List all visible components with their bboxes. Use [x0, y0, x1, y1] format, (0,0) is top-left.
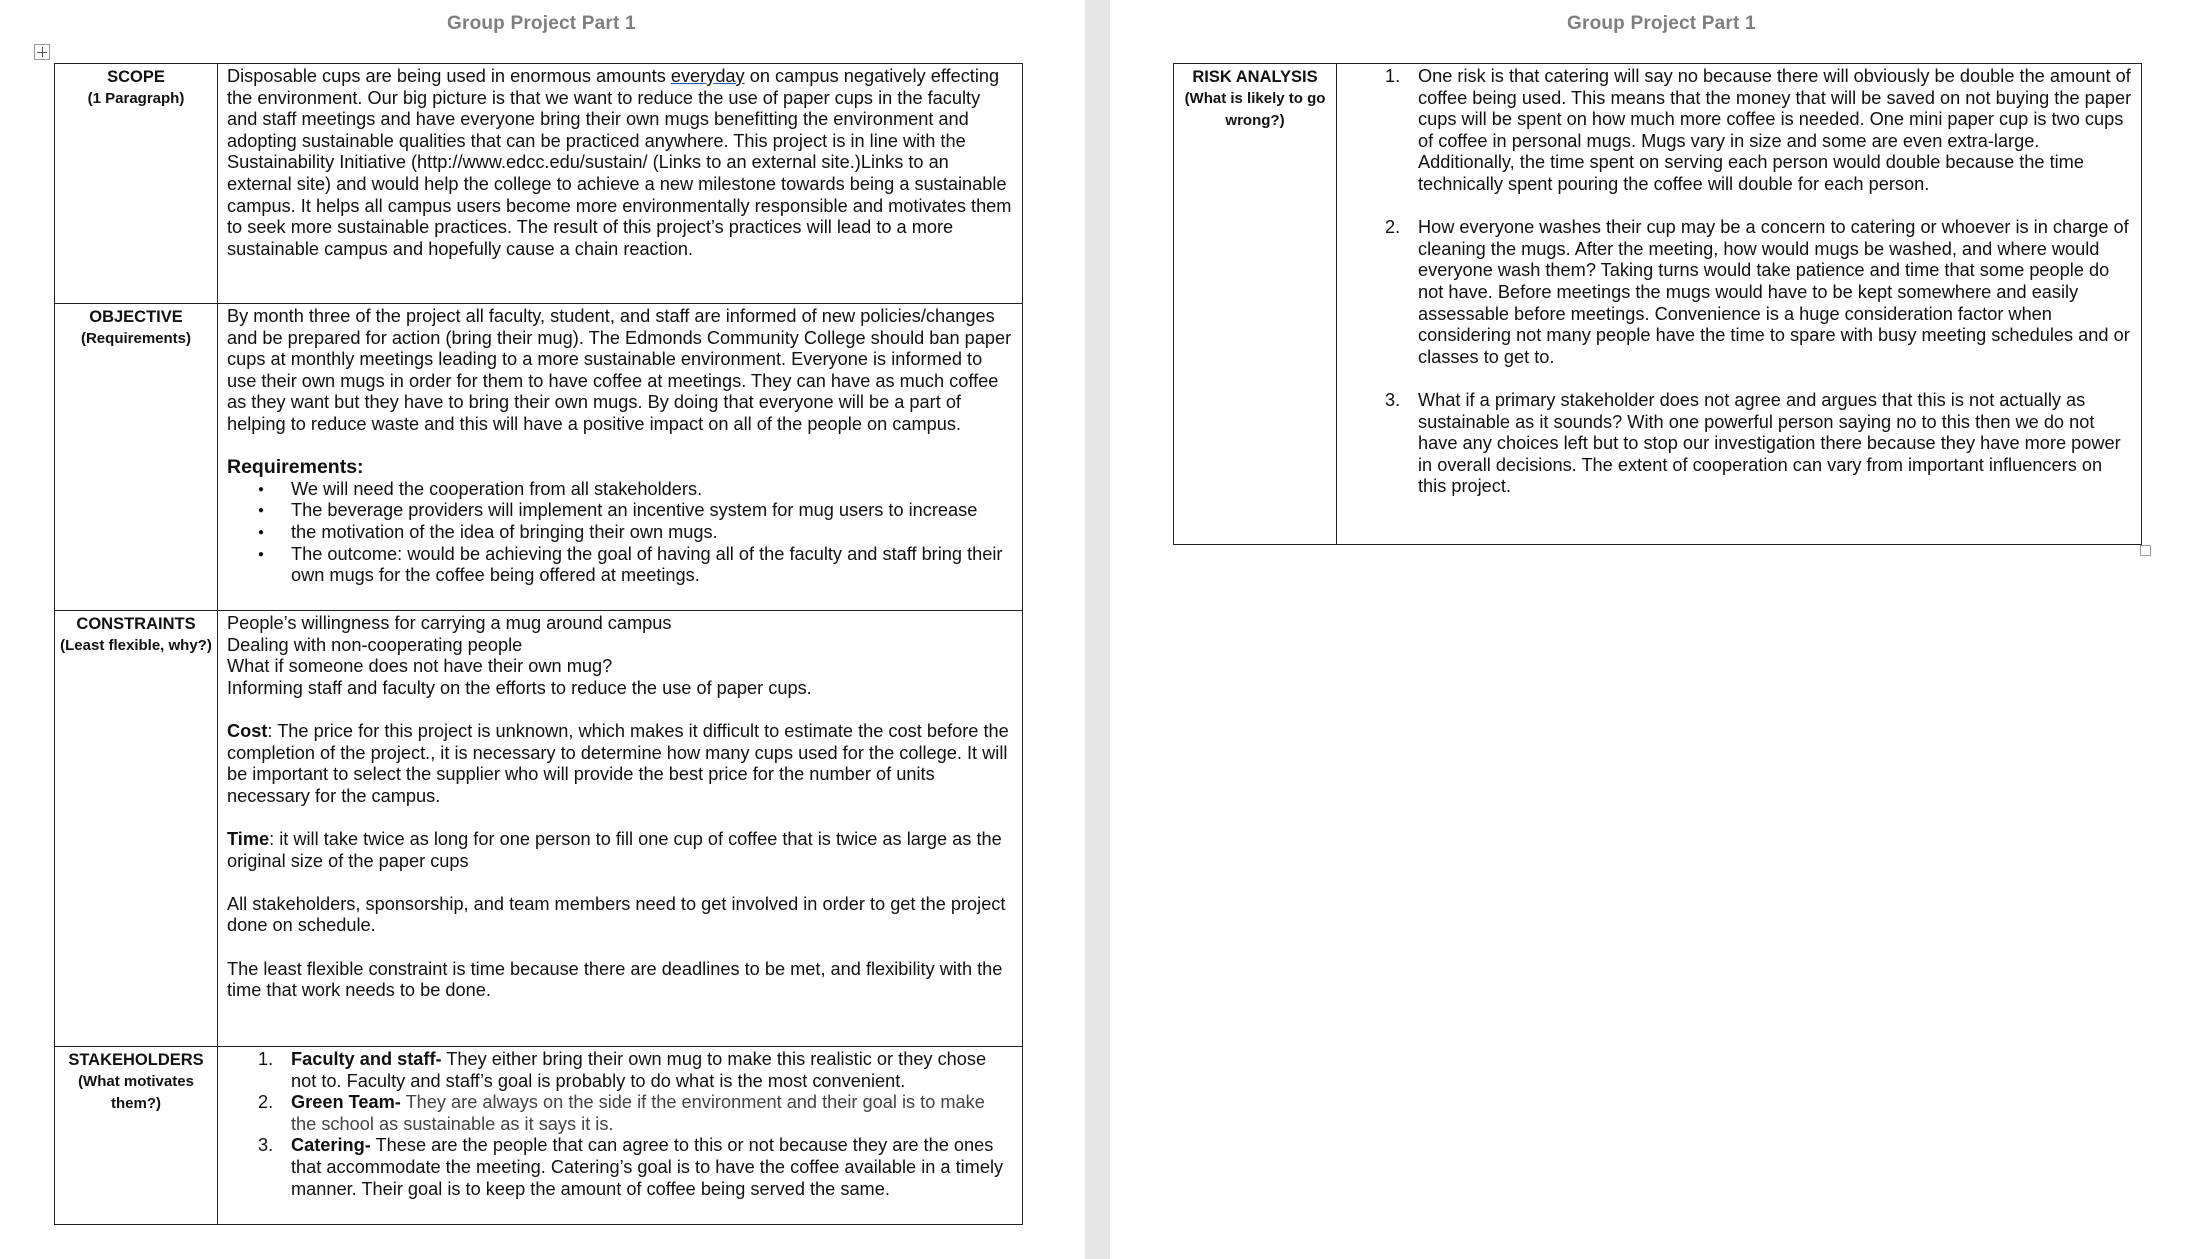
stakeholders-label: STAKEHOLDERS	[68, 1051, 204, 1069]
table-resize-handle-icon[interactable]	[2140, 545, 2151, 556]
page-header: Group Project Part 1	[447, 13, 636, 34]
least-flexible-paragraph[interactable]: The least flexible constraint is time because there are deadlines to be met, and flexibility with the time that work needs to be done.	[227, 958, 1003, 1001]
risk-label-cell	[1174, 64, 1337, 545]
risk-text: What if a primary stakeholder does not agree and argues that this is not actually as sustainable as it sounds? With one powerful person saying no to this then we do not have any choices left but to stop our investigation there because they have more power in overall decisions. The extent of cooperation can vary from important influencers on this project.	[1418, 389, 2121, 497]
table-row-stakeholders	[55, 1047, 1023, 1225]
objective-label-cell	[55, 304, 218, 611]
stakeholder-term: Faculty and staff-	[291, 1049, 442, 1069]
risk-text: How everyone washes their cup may be a concern to catering or whoever is in charge of cleaning the mugs. After the meeting, how would mugs be washed, and where would everyone wash them? Taking turns would take patience and time that some people do not have. Before meetings the mugs would have to be kept somewhere and easily assessable before meetings. Convenience is a huge consideration factor when considering not many people have the time to spare with busy meeting schedules and or classes to get to.	[1418, 217, 2130, 367]
objective-content-cell[interactable]	[218, 304, 1023, 611]
scope-text-start: Disposable cups are being used in enormous amounts	[227, 66, 671, 86]
list-number: 2.	[1385, 217, 1401, 238]
stakeholders-label-cell	[55, 1047, 218, 1225]
time-label: Time	[227, 828, 270, 849]
document-page-right	[1110, 0, 2210, 1259]
risk-list	[1346, 66, 2133, 498]
constraints-content-cell[interactable]	[218, 611, 1023, 1047]
constraint-line[interactable]: Dealing with non-cooperating people	[227, 634, 523, 655]
stakeholder-term: Catering-	[291, 1135, 371, 1156]
list-item[interactable]: ● We will need the cooperation from all stakeholders.	[291, 479, 1014, 501]
project-table	[54, 63, 1023, 1225]
stakeholder-text: They either bring their own mug to make this realistic or they chose not to. Faculty and staff’s goal is probably to do what is the most convenient.	[291, 1049, 987, 1091]
table-move-handle-icon[interactable]	[34, 44, 50, 60]
list-number: 2.	[258, 1092, 274, 1113]
risk-label: RISK ANALYSIS	[1192, 68, 1318, 86]
risk-sublabel: (What is likely to go wrong?)	[1184, 90, 1326, 129]
document-page-left	[0, 0, 1085, 1259]
list-item[interactable]	[258, 1135, 1014, 1200]
list-item[interactable]	[1385, 389, 2133, 498]
cost-paragraph[interactable]	[227, 721, 1014, 807]
list-item[interactable]: ● the motivation of the idea of bringing their own mugs.	[291, 522, 1014, 544]
scope-paragraph[interactable]	[227, 66, 1014, 260]
list-item[interactable]	[258, 1049, 1014, 1092]
list-item[interactable]: ● The beverage providers will implement an incentive system for mug users to increase	[291, 500, 1014, 522]
requirements-heading: Requirements:	[227, 456, 364, 479]
stakeholder-term: Green Team-	[291, 1092, 401, 1113]
constraint-line[interactable]: People’s willingness for carrying a mug around campus	[227, 613, 672, 633]
list-number: 3.	[1385, 389, 1401, 410]
stakeholder-text: They are always on the side if the environment and their goal is to make the school as sustainable as it says it is.	[291, 1092, 985, 1134]
scope-content-cell[interactable]	[218, 64, 1023, 304]
stakeholders-list	[227, 1049, 1014, 1200]
risk-table	[1173, 63, 2142, 545]
time-text: : it will take twice as long for one person to fill one cup of coffee that is twice as large as the original size of the paper cups	[227, 828, 1002, 871]
stakeholders-content-cell[interactable]	[218, 1047, 1023, 1225]
scope-label-cell	[55, 64, 218, 304]
table-row-scope	[55, 64, 1023, 304]
spelling-flag-everyday[interactable]: everyday	[670, 66, 745, 86]
list-item[interactable]	[1385, 66, 2133, 196]
scope-text-mid: on campus negatively	[744, 66, 926, 86]
objective-sublabel: (Requirements)	[80, 330, 192, 347]
constraints-label-cell	[55, 611, 218, 1047]
list-number: 1.	[258, 1049, 274, 1069]
list-number: 1.	[1385, 66, 1401, 86]
constraint-line[interactable]: Informing staff and faculty on the efforts to reduce the use of paper cups.	[227, 677, 812, 698]
table-row-risk	[1174, 64, 2142, 545]
cost-label: Cost	[227, 720, 268, 741]
time-paragraph[interactable]	[227, 829, 1014, 872]
list-item[interactable]	[258, 1092, 1014, 1135]
scope-label: SCOPE	[107, 68, 165, 86]
cost-text: : The price for this project is unknown, which makes it difficult to estimate the cost before the completion of the project., it is necessary to determine how many cups used for the college. It will be important to select the supplier who will provide the best price for the number of units necessary for the campus.	[227, 720, 1009, 806]
requirements-list	[227, 479, 1014, 587]
stakeholders-sublabel: (What motivates them?)	[78, 1073, 194, 1112]
scope-sublabel: (1 Paragraph)	[87, 90, 185, 107]
objective-label: OBJECTIVE	[89, 308, 183, 326]
page-gutter	[1085, 0, 1110, 1259]
constraint-line[interactable]: What if someone does not have their own mug?	[227, 656, 613, 677]
involvement-paragraph[interactable]: All stakeholders, sponsorship, and team members need to get involved in order to get the project done on schedule.	[227, 893, 1006, 936]
list-number: 3.	[258, 1135, 274, 1156]
constraints-sublabel: (Least flexible, why?)	[60, 637, 212, 654]
table-row-objective	[55, 304, 1023, 611]
constraints-label: CONSTRAINTS	[76, 615, 196, 633]
table-row-constraints	[55, 611, 1023, 1047]
list-item[interactable]	[1385, 217, 2133, 368]
page-header: Group Project Part 1	[1567, 13, 1756, 34]
stakeholder-text: These are the people that can agree to this or not because they are the ones that accommodate the meeting. Catering’s goal is to have the coffee available in a timely manner. Their goal is to keep the amount of coffee being served the same.	[291, 1135, 1004, 1199]
objective-paragraph[interactable]: By month three of the project all faculty, student, and staff are informed of new policies/changes and be prepared for action (bring their mug). The Edmonds Community College should ban paper cups at monthly meetings leading to a more sustainable environment. Everyone is informed to use their own mugs in order for them to have coffee at meetings. They can have as much coffee as they want but they have to bring their own mugs. By doing that everyone will be a part of helping to reduce waste and this will have a positive impact on all of the people on campus.	[227, 306, 1012, 434]
scope-text-rest: effecting the environment. Our big picture is that we want to reduce the use of paper cups in the faculty and staff meetings and have everyone bring their own mugs benefitting the environment and adopting sustainable qualities that can be practiced anywhere. This project is in line with the Sustainability Initiative (http://www.edcc.edu/sustain/ (Links to an external site.)Links to an external site) and would help the college to achieve a new milestone towards being a sustainable campus. It helps all campus users become more environmentally responsible and motivates them to seek more sustainable practices. The result of this project’s practices will lead to a more sustainable campus and hopefully cause a chain reaction.	[227, 66, 1012, 259]
list-item[interactable]: ● The outcome: would be achieving the goal of having all of the faculty and staff bring their own mugs for the coffee being offered at meetings.	[291, 544, 1014, 587]
risk-content-cell[interactable]	[1337, 64, 2142, 545]
risk-text: One risk is that catering will say no because there will obviously be double the amount of coffee being used. This means that the money that will be saved on not buying the paper cups will be spent on how much more coffee is needed. One mini paper cup is two cups of coffee in personal mugs. Mugs vary in size and some are even extra-large. Additionally, the time spent on serving each person would double because the time technically spent pouring the coffee will double for each person.	[1418, 66, 2132, 194]
